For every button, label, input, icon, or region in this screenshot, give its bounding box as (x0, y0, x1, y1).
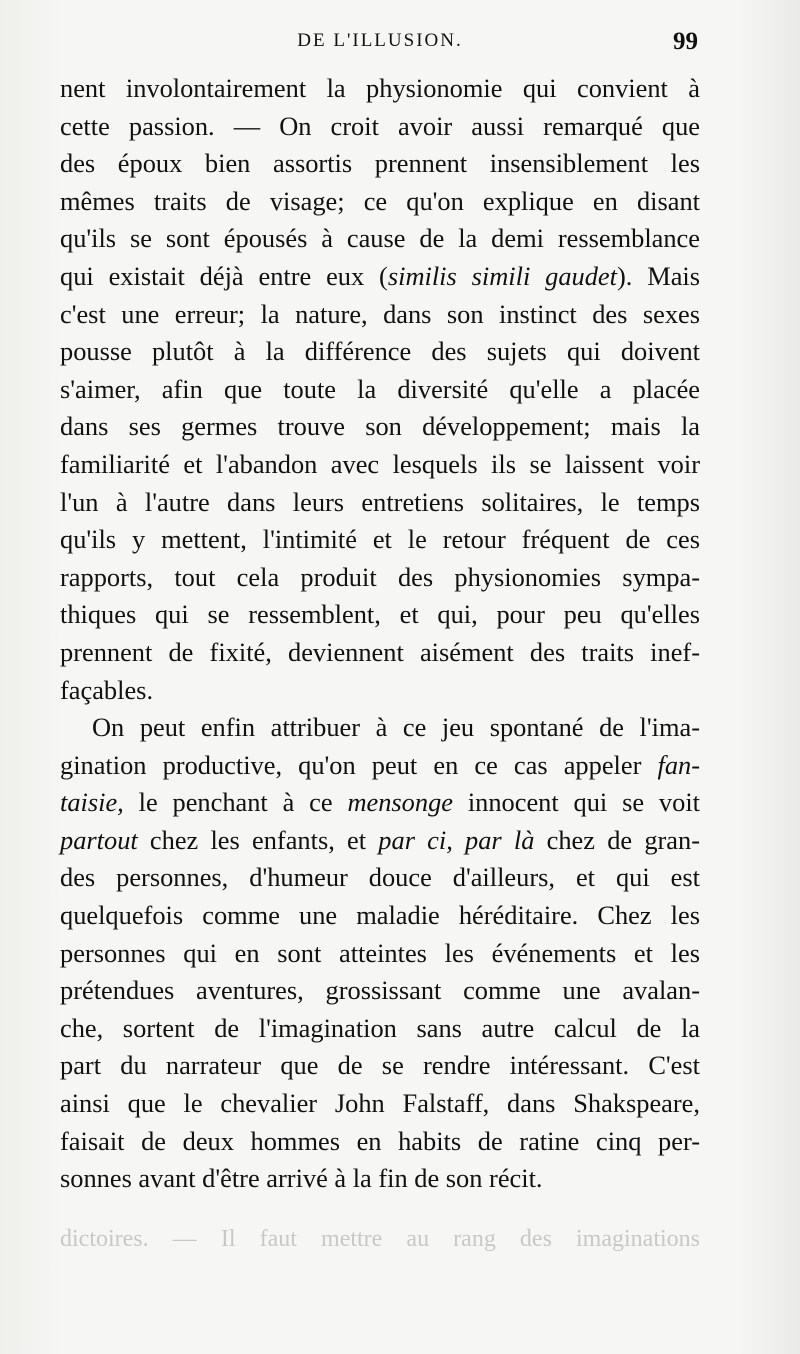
text-line: qu'ils y mettent, l'intimité et le retour fréquent de ces (60, 524, 700, 555)
text-line: quelquefois comme une maladie héréditaire. Chez les (60, 900, 700, 931)
text-line: c'est une erreur; la nature, dans son instinct des sexes (60, 298, 700, 329)
text-line: sonnes avant d'être arrivé à la fin de son récit. (60, 1163, 543, 1194)
latin-phrase: similis simili gaudet (387, 260, 617, 291)
text-segment: gination productive, qu'on peut en ce cas appeler (60, 749, 658, 780)
text-segment: innocent qui se voit (452, 787, 700, 818)
text-line: qu'ils se sont épousés à cause de la demi ressemblance (60, 223, 700, 254)
italic-word: taisie, (60, 787, 124, 818)
text-line: che, sortent de l'imagination sans autre calcul de la (60, 1012, 700, 1043)
italic-word: mensonge (347, 787, 453, 818)
italic-word: fan- (657, 749, 700, 780)
text-line: personnes qui en sont atteintes les événements et les (60, 937, 700, 968)
text-line: On peut enfin attribuer à ce jeu spontané de l'ima- (92, 712, 700, 743)
bleed-through-text: dictoires. — Il faut mettre au rang des imaginations (60, 1226, 700, 1252)
text-line: faisait de deux hommes en habits de ratine cinq per- (60, 1125, 700, 1156)
text-line: façables. (60, 674, 154, 705)
text-segment: chez de gran- (534, 824, 701, 855)
italic-phrase: par ci, par là (378, 824, 535, 855)
running-title: DE L'ILLUSION. (297, 30, 463, 51)
text-line: rapports, tout cela produit des physionomies sympa- (60, 561, 700, 592)
text-line: nent involontairement la physionomie qui convient à (60, 73, 700, 103)
text-line: cette passion. — On croit avoir aussi remarqué que (60, 110, 700, 141)
text-line: pousse plutôt à la différence des sujets qui doivent (60, 336, 700, 367)
text-line: prétendues aventures, grossissant comme une avalan- (60, 975, 700, 1006)
text-segment: qui existait déjà entre eux ( (60, 260, 388, 291)
text-line (60, 747, 700, 785)
text-segment: le penchant à ce (123, 787, 348, 818)
text-line: mêmes traits de visage; ce qu'on explique en disant (60, 185, 700, 216)
text-line: des époux bien assortis prennent insensiblement les (60, 148, 700, 179)
text-line: prennent de fixité, deviennent aisément des traits inef- (60, 636, 700, 667)
text-line: s'aimer, afin que toute la diversité qu'elle a placée (60, 373, 700, 404)
text-line: dans ses germes trouve son développement; mais la (60, 411, 700, 442)
italic-word: partout (60, 824, 138, 855)
text-line (60, 784, 700, 822)
text-line (60, 258, 700, 296)
text-line: part du narrateur que de se rendre intéressant. C'est (60, 1050, 700, 1081)
text-line: familiarité et l'abandon avec lesquels ils se laissent voir (60, 448, 700, 479)
text-line: thiques qui se ressemblent, et qui, pour peu qu'elles (60, 599, 700, 630)
page-header (60, 28, 700, 58)
page-number: 99 (673, 28, 698, 55)
text-line (60, 822, 700, 860)
text-segment: chez les enfants, et (137, 824, 379, 855)
body-text (60, 70, 700, 1198)
text-segment: ). Mais (616, 260, 701, 291)
text-line: l'un à l'autre dans leurs entretiens solitaires, le temps (60, 486, 700, 517)
text-line: ainsi que le chevalier John Falstaff, dans Shakspeare, (60, 1088, 700, 1119)
text-line: des personnes, d'humeur douce d'ailleurs, et qui est (60, 862, 700, 893)
